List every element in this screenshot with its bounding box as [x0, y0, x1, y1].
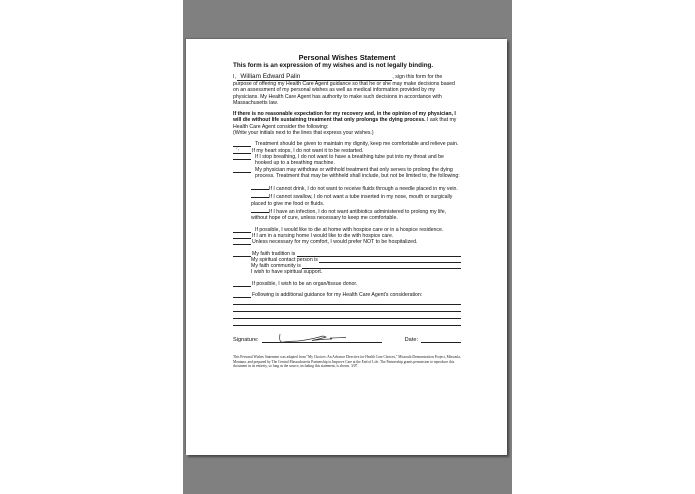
condition-instruction: (Write your initials next to the lines that express your wishes.) — [233, 130, 374, 137]
withheld-items — [251, 184, 461, 221]
initials-field[interactable] — [251, 192, 269, 198]
treatment-item-text: My physician may withdraw or withhold treatment that only serves to prolong the dying process. Treatment that may be withheld shall include, but not be limited to, the following: — [255, 166, 460, 179]
condition-bold: If there is no reasonable expectation for my recovery and, in the opinion of my physician, I will die without life sustaining treatment that only prolongs the dying process. — [233, 111, 456, 124]
treatment-item-text: Treatment should be given to maintain my dignity, keep me comfortable and relieve pain. — [255, 141, 459, 148]
initials-field[interactable] — [233, 167, 251, 173]
signature-field[interactable] — [262, 332, 382, 343]
initials-field[interactable] — [233, 251, 251, 257]
initials-field[interactable] — [233, 292, 251, 298]
document-subtitle: This form is an expression of my wishes and is not legally binding. — [233, 62, 434, 69]
care-item — [233, 239, 461, 245]
treatment-item — [233, 167, 461, 180]
intro-suffix: , sign this — [392, 74, 415, 80]
condition-paragraph — [233, 111, 461, 136]
initials-field[interactable] — [233, 233, 251, 239]
document-viewer[interactable] — [183, 0, 512, 494]
document-page — [186, 39, 507, 455]
care-item-text: Unless necessary for my comfort, I would prefer NOT to be hospitalized. — [252, 239, 418, 246]
handwritten-signature-icon — [268, 332, 348, 344]
intro-paragraph — [233, 74, 461, 106]
initials-field[interactable] — [251, 184, 269, 190]
date-field[interactable] — [421, 337, 461, 343]
signature-row — [233, 332, 461, 343]
spiritual-contact-field[interactable] — [319, 257, 461, 263]
date-label: Date: — [404, 337, 418, 344]
guidance-line[interactable] — [233, 319, 461, 326]
signature-label: Signature: — [233, 337, 259, 344]
page-content — [233, 54, 461, 372]
initials-field-filled[interactable] — [233, 148, 251, 154]
treatment-item — [233, 154, 461, 167]
additional-guidance-item: Following is additional guidance for my Health Care Agent's consideration: — [233, 292, 461, 298]
initials-field[interactable] — [233, 154, 251, 160]
faith-community-field[interactable] — [302, 263, 461, 269]
organ-donor-item: If possible, I wish to be an organ/tissue donor. — [233, 281, 461, 287]
withheld-item: If I cannot drink, I do not want to receive fluids through a needle placed in my vein. — [251, 184, 461, 192]
faith-section: My faith tradition is My spiritual contact person is My faith community is I wish to have spiritual support. — [233, 251, 461, 276]
initials-field[interactable] — [233, 281, 251, 287]
faith-tradition-field[interactable] — [297, 251, 461, 257]
care-item-text: If possible, I would like to die at home with hospice care or in a hospice residence. — [255, 226, 444, 233]
condition-normal: I ask that my Health Care Agent consider the following: — [233, 117, 457, 130]
initials-field[interactable] — [233, 141, 251, 147]
document-title: Personal Wishes Statement — [298, 53, 396, 62]
initials-field[interactable] — [251, 207, 269, 213]
initials-field[interactable] — [233, 227, 251, 233]
care-item-text: If I am in a nursing home I would like to die with hospice care. — [252, 232, 394, 239]
withheld-item: If I cannot swallow, I do not want a tube inserted in my nose, mouth or surgically placed to give me food or fluids. — [251, 194, 453, 207]
guidance-line[interactable] — [233, 305, 461, 312]
treatment-item-text: If my heart stops, I do not want it to be restarted. — [252, 147, 364, 154]
intro-body: form for the purpose of offering my Health Care Agent guidance so that he or she may make decisions based on an assessment of my personal wishes as well as medical information provided by my physicians. My Health Care Agent has authority to make such decisions in accordance with Massachusetts law. — [233, 74, 455, 106]
intro-prefix: I, — [233, 74, 236, 80]
guidance-line[interactable] — [233, 312, 461, 319]
treatment-item-text: If I stop breathing, I do not want to have a breathing tube put into my throat and be hooked up to a breathing machine. — [255, 153, 444, 167]
withheld-item: If I have an infection, I do not want antibiotics administered to prolong my life, without hope of cure, unless necessary to keep me comfortable. — [251, 209, 447, 222]
name-field[interactable]: William Edward Palin — [237, 74, 392, 81]
guidance-line[interactable] — [233, 298, 461, 305]
footnote: This Personal Wishes Statement was adapted from "My Choices: An Advance Directive for Health Care Choices," Missoula Demonstration Project, Missoula, Montana, and prepared by The Central Massachusetts Partnership to Improve Care at the End of Life. The Partnership grants permission to reproduce this document in its entirety, so long as the source, including this statement, is shown. 3/07 — [233, 355, 461, 368]
initials-field[interactable] — [233, 239, 251, 245]
